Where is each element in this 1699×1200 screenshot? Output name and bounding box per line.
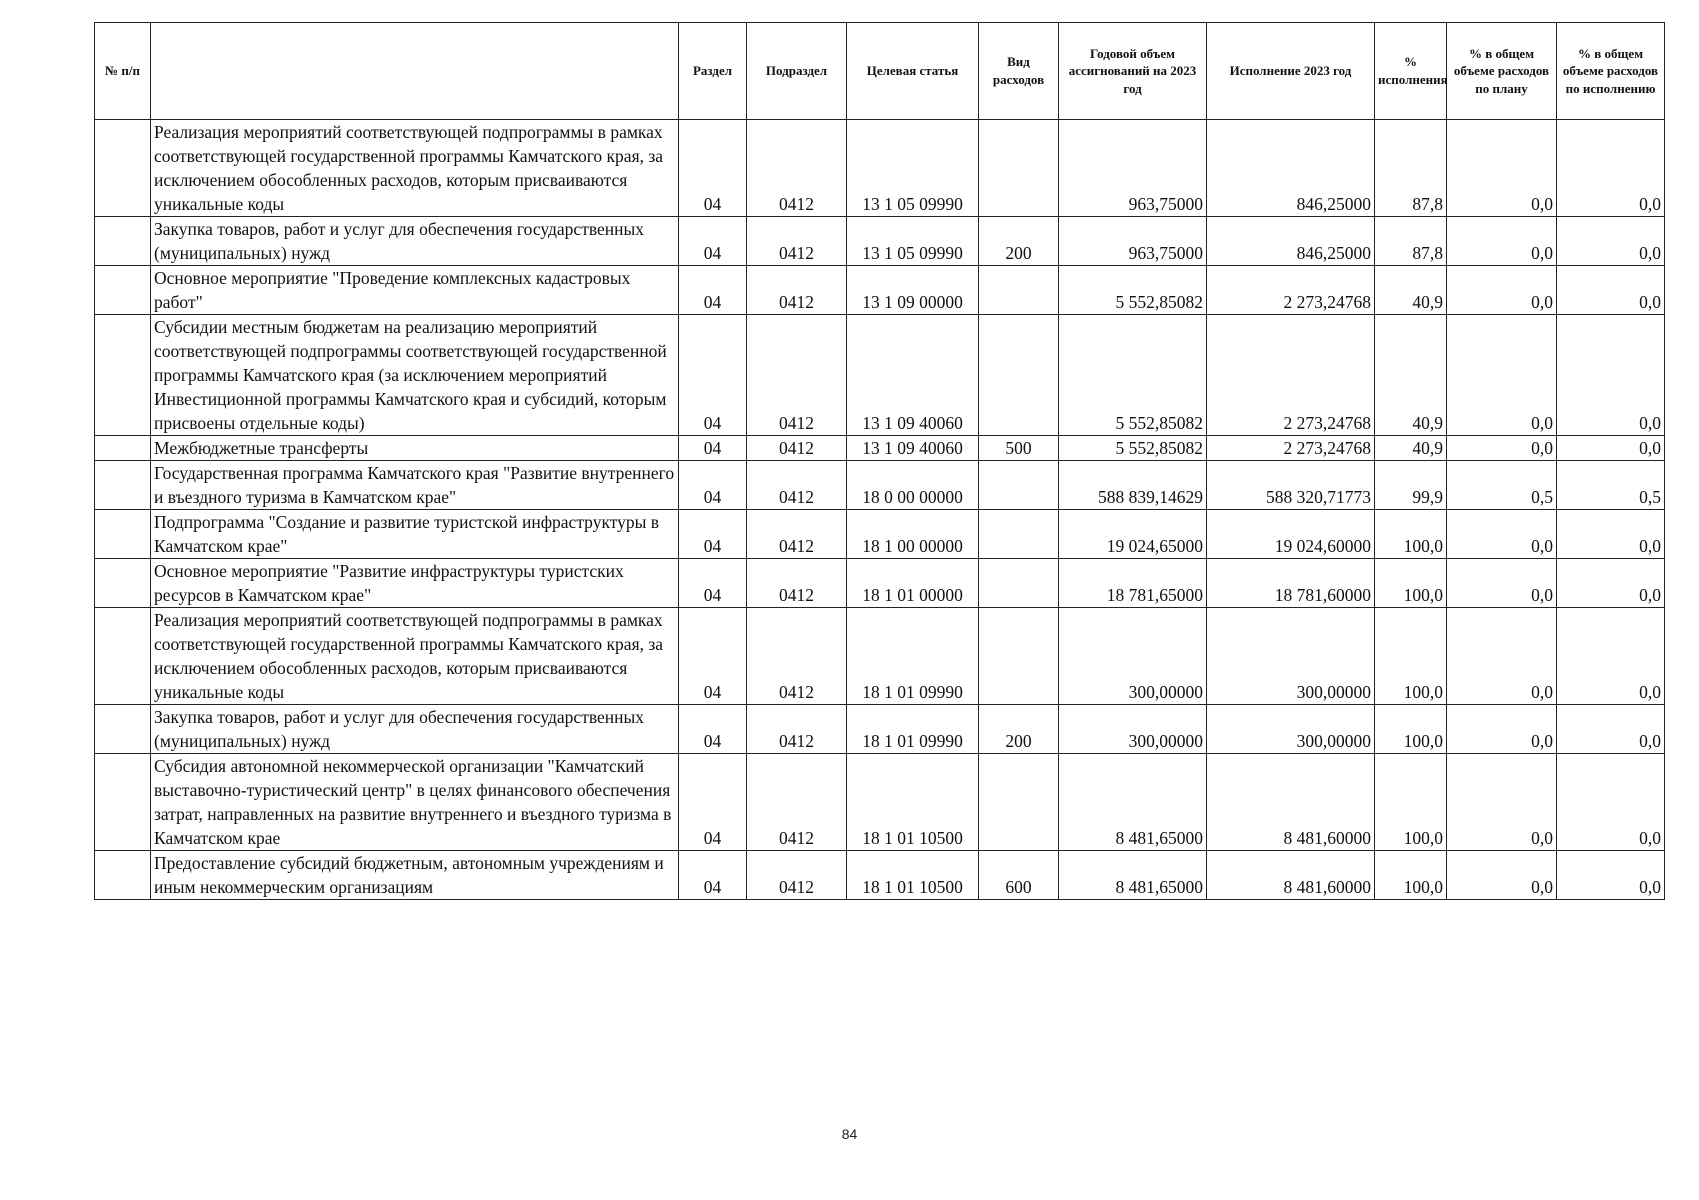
row-target: 13 1 09 00000	[847, 266, 979, 315]
row-vid: 600	[979, 851, 1059, 900]
header-podrazdel: Подраздел	[747, 23, 847, 120]
row-name: Субсидия автономной некоммерческой организации "Камчатский выставочно-туристический центр" в целях финансового обеспечения затрат, направленных на развитие внутреннего и въездного туризма в Камчатском крае	[151, 754, 679, 851]
row-vid	[979, 608, 1059, 705]
row-pct: 100,0	[1375, 510, 1447, 559]
row-share-exec: 0,0	[1557, 436, 1665, 461]
table-body	[95, 120, 1665, 900]
row-num	[95, 461, 151, 510]
row-vid	[979, 315, 1059, 436]
row-name: Предоставление субсидий бюджетным, автономным учреждениям и иным некоммерческим организациям	[151, 851, 679, 900]
row-podrazdel: 0412	[747, 266, 847, 315]
table-row	[95, 754, 1665, 851]
row-name: Межбюджетные трансферты	[151, 436, 679, 461]
row-plan: 8 481,65000	[1059, 754, 1207, 851]
row-share-exec: 0,0	[1557, 217, 1665, 266]
row-vid: 200	[979, 217, 1059, 266]
row-razdel: 04	[679, 851, 747, 900]
row-vid	[979, 510, 1059, 559]
row-share-exec: 0,5	[1557, 461, 1665, 510]
row-share-plan: 0,0	[1447, 851, 1557, 900]
row-num	[95, 120, 151, 217]
row-name: Субсидии местным бюджетам на реализацию мероприятий соответствующей подпрограммы соответствующей государственной программы Камчатского края (за исключением мероприятий Инвестиционной программы Камчатского края и субсидий, которым присвоены отдельные коды)	[151, 315, 679, 436]
header-share-exec: % в общем объеме расходов по исполнению	[1557, 23, 1665, 120]
row-pct: 100,0	[1375, 705, 1447, 754]
row-exec: 8 481,60000	[1207, 754, 1375, 851]
row-target: 18 1 01 10500	[847, 851, 979, 900]
row-plan: 300,00000	[1059, 608, 1207, 705]
row-share-plan: 0,0	[1447, 120, 1557, 217]
row-pct: 100,0	[1375, 559, 1447, 608]
row-exec: 18 781,60000	[1207, 559, 1375, 608]
row-plan: 8 481,65000	[1059, 851, 1207, 900]
row-razdel: 04	[679, 120, 747, 217]
table-row	[95, 559, 1665, 608]
row-podrazdel: 0412	[747, 705, 847, 754]
row-plan: 18 781,65000	[1059, 559, 1207, 608]
row-razdel: 04	[679, 705, 747, 754]
header-num: № п/п	[95, 23, 151, 120]
row-exec: 846,25000	[1207, 120, 1375, 217]
row-vid: 500	[979, 436, 1059, 461]
row-vid	[979, 559, 1059, 608]
row-num	[95, 217, 151, 266]
row-exec: 588 320,71773	[1207, 461, 1375, 510]
row-share-plan: 0,0	[1447, 705, 1557, 754]
row-target: 18 1 01 09990	[847, 705, 979, 754]
row-plan: 588 839,14629	[1059, 461, 1207, 510]
row-share-plan: 0,0	[1447, 608, 1557, 705]
row-pct: 99,9	[1375, 461, 1447, 510]
row-share-exec: 0,0	[1557, 754, 1665, 851]
row-share-plan: 0,0	[1447, 510, 1557, 559]
row-num	[95, 851, 151, 900]
row-num	[95, 754, 151, 851]
row-num	[95, 705, 151, 754]
row-podrazdel: 0412	[747, 851, 847, 900]
row-exec: 2 273,24768	[1207, 266, 1375, 315]
row-target: 13 1 05 09990	[847, 120, 979, 217]
header-target: Целевая статья	[847, 23, 979, 120]
row-target: 18 1 01 00000	[847, 559, 979, 608]
row-pct: 87,8	[1375, 120, 1447, 217]
row-podrazdel: 0412	[747, 315, 847, 436]
row-razdel: 04	[679, 608, 747, 705]
row-name: Основное мероприятие "Развитие инфраструктуры туристских ресурсов в Камчатском крае"	[151, 559, 679, 608]
budget-execution-table	[94, 22, 1665, 900]
row-razdel: 04	[679, 436, 747, 461]
row-vid	[979, 120, 1059, 217]
row-vid	[979, 754, 1059, 851]
row-share-plan: 0,0	[1447, 436, 1557, 461]
header-vid: Вид расходов	[979, 23, 1059, 120]
row-razdel: 04	[679, 754, 747, 851]
row-name: Закупка товаров, работ и услуг для обеспечения государственных (муниципальных) нужд	[151, 217, 679, 266]
row-name: Государственная программа Камчатского края "Развитие внутреннего и въездного туризма в Камчатском крае"	[151, 461, 679, 510]
row-share-plan: 0,5	[1447, 461, 1557, 510]
row-num	[95, 510, 151, 559]
row-target: 13 1 09 40060	[847, 315, 979, 436]
row-vid	[979, 461, 1059, 510]
row-target: 18 1 00 00000	[847, 510, 979, 559]
row-share-plan: 0,0	[1447, 217, 1557, 266]
row-share-plan: 0,0	[1447, 754, 1557, 851]
header-pct: % исполнения	[1375, 23, 1447, 120]
table-row	[95, 120, 1665, 217]
table-row	[95, 217, 1665, 266]
row-share-exec: 0,0	[1557, 851, 1665, 900]
row-name: Основное мероприятие "Проведение комплексных кадастровых работ"	[151, 266, 679, 315]
row-exec: 300,00000	[1207, 705, 1375, 754]
header-share-plan: % в общем объеме расходов по плану	[1447, 23, 1557, 120]
row-exec: 846,25000	[1207, 217, 1375, 266]
row-plan: 5 552,85082	[1059, 315, 1207, 436]
row-exec: 300,00000	[1207, 608, 1375, 705]
row-share-exec: 0,0	[1557, 120, 1665, 217]
row-vid	[979, 266, 1059, 315]
row-num	[95, 559, 151, 608]
row-share-plan: 0,0	[1447, 266, 1557, 315]
row-plan: 5 552,85082	[1059, 436, 1207, 461]
row-share-exec: 0,0	[1557, 510, 1665, 559]
table-row	[95, 608, 1665, 705]
header-plan: Годовой объем ассигнований на 2023 год	[1059, 23, 1207, 120]
row-pct: 100,0	[1375, 754, 1447, 851]
row-vid: 200	[979, 705, 1059, 754]
row-podrazdel: 0412	[747, 217, 847, 266]
row-exec: 19 024,60000	[1207, 510, 1375, 559]
table-row	[95, 510, 1665, 559]
table-row	[95, 315, 1665, 436]
table-row	[95, 705, 1665, 754]
row-razdel: 04	[679, 217, 747, 266]
row-pct: 100,0	[1375, 608, 1447, 705]
row-share-plan: 0,0	[1447, 559, 1557, 608]
row-pct: 100,0	[1375, 851, 1447, 900]
row-podrazdel: 0412	[747, 608, 847, 705]
row-razdel: 04	[679, 266, 747, 315]
row-name: Реализация мероприятий соответствующей подпрограммы в рамках соответствующей государственной программы Камчатского края, за исключением обособленных расходов, которым присваиваются уникальные коды	[151, 608, 679, 705]
table-header-row	[95, 23, 1665, 120]
row-plan: 300,00000	[1059, 705, 1207, 754]
row-share-exec: 0,0	[1557, 266, 1665, 315]
row-pct: 40,9	[1375, 315, 1447, 436]
row-num	[95, 436, 151, 461]
row-num	[95, 266, 151, 315]
row-plan: 5 552,85082	[1059, 266, 1207, 315]
row-podrazdel: 0412	[747, 461, 847, 510]
row-pct: 40,9	[1375, 436, 1447, 461]
header-exec: Исполнение 2023 год	[1207, 23, 1375, 120]
row-podrazdel: 0412	[747, 754, 847, 851]
row-target: 13 1 05 09990	[847, 217, 979, 266]
row-plan: 963,75000	[1059, 120, 1207, 217]
row-target: 13 1 09 40060	[847, 436, 979, 461]
row-razdel: 04	[679, 510, 747, 559]
row-target: 18 1 01 09990	[847, 608, 979, 705]
row-podrazdel: 0412	[747, 436, 847, 461]
page-number: 84	[841, 1126, 858, 1142]
row-share-exec: 0,0	[1557, 559, 1665, 608]
row-podrazdel: 0412	[747, 559, 847, 608]
row-share-exec: 0,0	[1557, 705, 1665, 754]
row-razdel: 04	[679, 559, 747, 608]
row-exec: 2 273,24768	[1207, 436, 1375, 461]
row-pct: 40,9	[1375, 266, 1447, 315]
row-plan: 19 024,65000	[1059, 510, 1207, 559]
row-name: Подпрограмма "Создание и развитие туристской инфраструктуры в Камчатском крае"	[151, 510, 679, 559]
row-target: 18 1 01 10500	[847, 754, 979, 851]
row-pct: 87,8	[1375, 217, 1447, 266]
row-share-exec: 0,0	[1557, 315, 1665, 436]
table-row	[95, 266, 1665, 315]
row-name: Реализация мероприятий соответствующей подпрограммы в рамках соответствующей государственной программы Камчатского края, за исключением обособленных расходов, которым присваиваются уникальные коды	[151, 120, 679, 217]
table-row	[95, 436, 1665, 461]
row-podrazdel: 0412	[747, 510, 847, 559]
row-podrazdel: 0412	[747, 120, 847, 217]
row-razdel: 04	[679, 315, 747, 436]
header-name	[151, 23, 679, 120]
row-share-exec: 0,0	[1557, 608, 1665, 705]
row-plan: 963,75000	[1059, 217, 1207, 266]
row-name: Закупка товаров, работ и услуг для обеспечения государственных (муниципальных) нужд	[151, 705, 679, 754]
row-num	[95, 608, 151, 705]
budget-table-sheet	[94, 22, 1664, 900]
row-num	[95, 315, 151, 436]
row-exec: 8 481,60000	[1207, 851, 1375, 900]
table-row	[95, 461, 1665, 510]
row-razdel: 04	[679, 461, 747, 510]
table-row	[95, 851, 1665, 900]
header-razdel: Раздел	[679, 23, 747, 120]
row-share-plan: 0,0	[1447, 315, 1557, 436]
row-target: 18 0 00 00000	[847, 461, 979, 510]
row-exec: 2 273,24768	[1207, 315, 1375, 436]
